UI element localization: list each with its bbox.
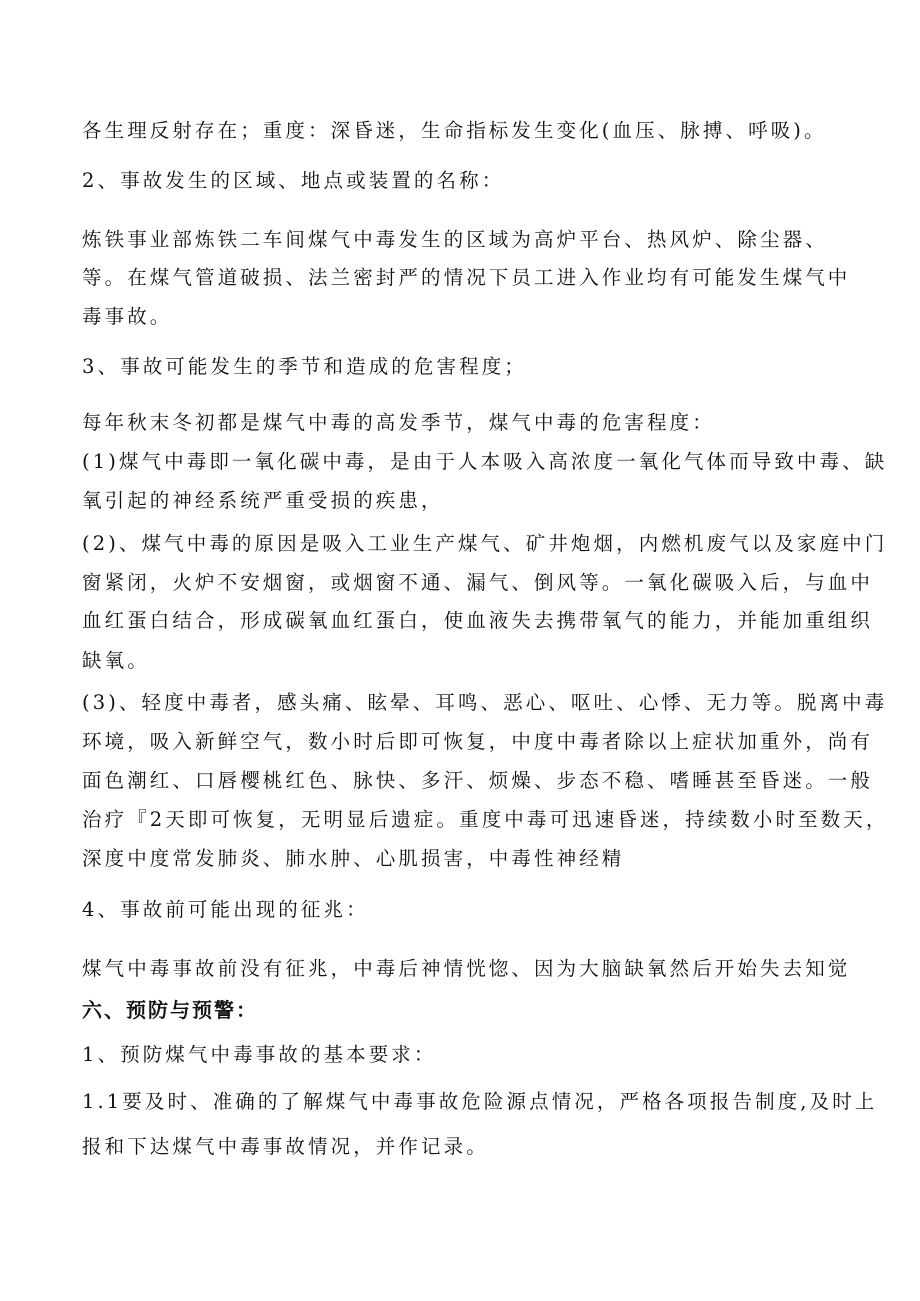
text-line: 等。在煤气管道破损、法兰密封严的情况下员工进入作业均有可能发生煤气中: [82, 266, 851, 289]
text-line: 煤气中毒事故前没有征兆，中毒后神情恍惚、因为大脑缺氧然后开始失去知觉: [82, 957, 851, 980]
text-line: 血红蛋白结合，形成碳氧血红蛋白，使血液失去携带氧气的能力，并能加重组织: [82, 609, 874, 632]
chapter-heading: 六、预防与预警：: [82, 998, 258, 1022]
subsection-heading: 1、预防煤气中毒事故的基本要求：: [82, 1043, 437, 1066]
text-line: (3)、轻度中毒者，感头痛、眩晕、耳鸣、恶心、呕吐、心悸、无力等。脱离中毒: [82, 691, 888, 714]
section-heading-3: 3、事故可能发生的季节和造成的危害程度；: [82, 355, 527, 378]
text-line: 面色潮红、口唇樱桃红色、脉快、多汗、烦燥、步态不稳、嗜睡甚至昏迷。一般: [82, 769, 874, 792]
section-heading-2: 2、事故发生的区域、地点或装置的名称：: [82, 169, 505, 192]
section-heading-4: 4、事故前可能出现的征兆：: [82, 898, 369, 921]
text-line: 深度中度常发肺炎、肺水肿、心肌损害，中毒性神经精: [82, 847, 625, 870]
text-line: 1.1要及时、准确的了解煤气中毒事故危险源点情况，严格各项报告制度,及时上: [82, 1090, 878, 1113]
text-line: 毒事故。: [82, 305, 173, 328]
text-line: (1)煤气中毒即一氧化碳中毒，是由于人本吸入高浓度一氧化气体而导致中毒、缺: [82, 450, 888, 473]
text-line: 缺氧。: [82, 649, 150, 672]
text-line: 氧引起的神经系统严重受损的疾患，: [82, 489, 444, 512]
text-line: 每年秋末冬初都是煤气中毒的高发季节，煤气中毒的危害程度：: [82, 411, 715, 434]
text-line: 治疗『2天即可恢复，无明显后遗症。重度中毒可迅速昏迷，持续数小时至数天，: [82, 808, 889, 831]
text-line: 环境，吸入新鲜空气，数小时后即可恢复，中度中毒者除以上症状加重外，尚有: [82, 730, 874, 753]
text-line: 炼铁事业部炼铁二车间煤气中毒发生的区域为高炉平台、热风炉、除尘器、: [82, 228, 828, 251]
text-line: 报和下达煤气中毒事故情况，并作记录。: [82, 1135, 489, 1158]
text-line: 各生理反射存在；重度：深昏迷，生命指标发生变化(血压、脉搏、呼吸)。: [82, 119, 827, 142]
text-line: (2)、煤气中毒的原因是吸入工业生产煤气、矿井炮烟，内燃机废气以及家庭中门: [82, 532, 888, 555]
text-line: 窗紧闭，火炉不安烟窗，或烟窗不通、漏气、倒风等。一氧化碳吸入后，与血中: [82, 571, 874, 594]
